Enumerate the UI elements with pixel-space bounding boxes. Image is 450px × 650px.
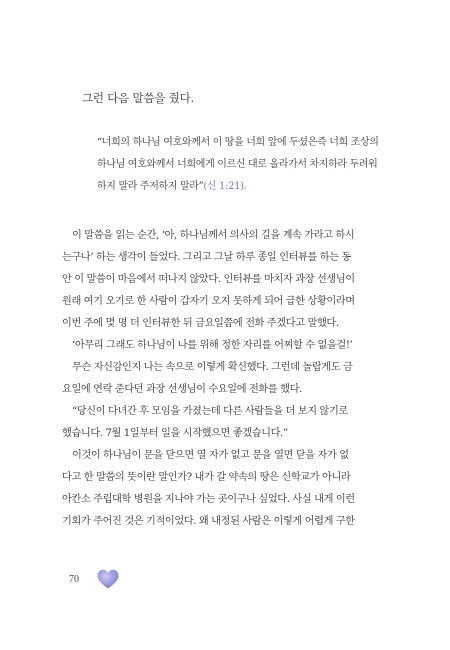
quote-line-last (97, 176, 407, 198)
body-line: 이것이 하나님이 문을 닫으면 열 자가 없고 문을 열면 닫을 자가 없 (72, 450, 349, 461)
body-line: 이 말씀을 읽는 순간, ‘아, 하나님께서 의사의 길을 계속 가라고 하시 (72, 230, 355, 241)
intro-line: 그런 다음 말씀을 줬다. (82, 91, 195, 105)
body-line: 다고 한 말씀의 뜻이란 말인가? 내가 갈 약속의 땅은 신학교가 아니라 (62, 472, 351, 483)
body-line: 이번 주에 몇 명 더 인터뷰한 뒤 금요일쯤에 전화 주겠다고 말했다. (62, 318, 339, 329)
body-line: 안 이 말씀이 마음에서 떠나지 않았다. 인터뷰를 마치자 과장 선생님이 (62, 274, 355, 285)
body-line: 요일에 연락 준다던 과장 선생님이 수요일에 전화를 했다. (62, 384, 302, 395)
body-line: 원래 여기 오기로 한 사람이 갑자기 오지 못하게 되어 급한 상황이라며 (62, 296, 355, 307)
body-line: 무슨 자신감인지 나는 속으로 이렇게 확신했다. 그런데 놀랍게도 금 (72, 362, 353, 373)
quote-line: “너희의 하나님 여호와께서 이 땅을 너희 앞에 두셨은즉 너희 조상의 (97, 137, 379, 148)
page-number: 70 (69, 574, 79, 585)
body-line: 는구나’ 하는 생각이 들었다. 그리고 그날 하루 종일 인터뷰를 하는 동 (62, 252, 351, 263)
quote-line-text: 하지 말라 주저하지 말라” (97, 181, 204, 192)
body-line: 아칸소 주립대학 병원을 지나야 가는 곳이구나 싶었다. 사실 내게 이런 (62, 494, 355, 505)
body-text (62, 225, 392, 533)
body-line: 했습니다. 7월 1일부터 일을 시작했으면 좋겠습니다.” (62, 428, 288, 439)
body-line: 기회가 주어진 것은 기적이었다. 왜 내정된 사람은 이렇게 어렵게 구한 (62, 516, 355, 527)
scripture-quote (97, 132, 407, 198)
heart-icon (96, 568, 120, 590)
quote-line: 하나님 여호와께서 너희에게 이르신 대로 올라가서 차지하라 두려워 (97, 159, 378, 170)
scripture-reference: (신 1:21). (203, 181, 247, 192)
body-line: “당신이 다녀간 후 모임을 가졌는데 다른 사람들을 더 보지 않기로 (72, 406, 348, 417)
body-line: ‘아무리 그래도 하나님이 나를 위해 정한 자리를 어찌할 수 없을걸!’ (72, 340, 353, 351)
